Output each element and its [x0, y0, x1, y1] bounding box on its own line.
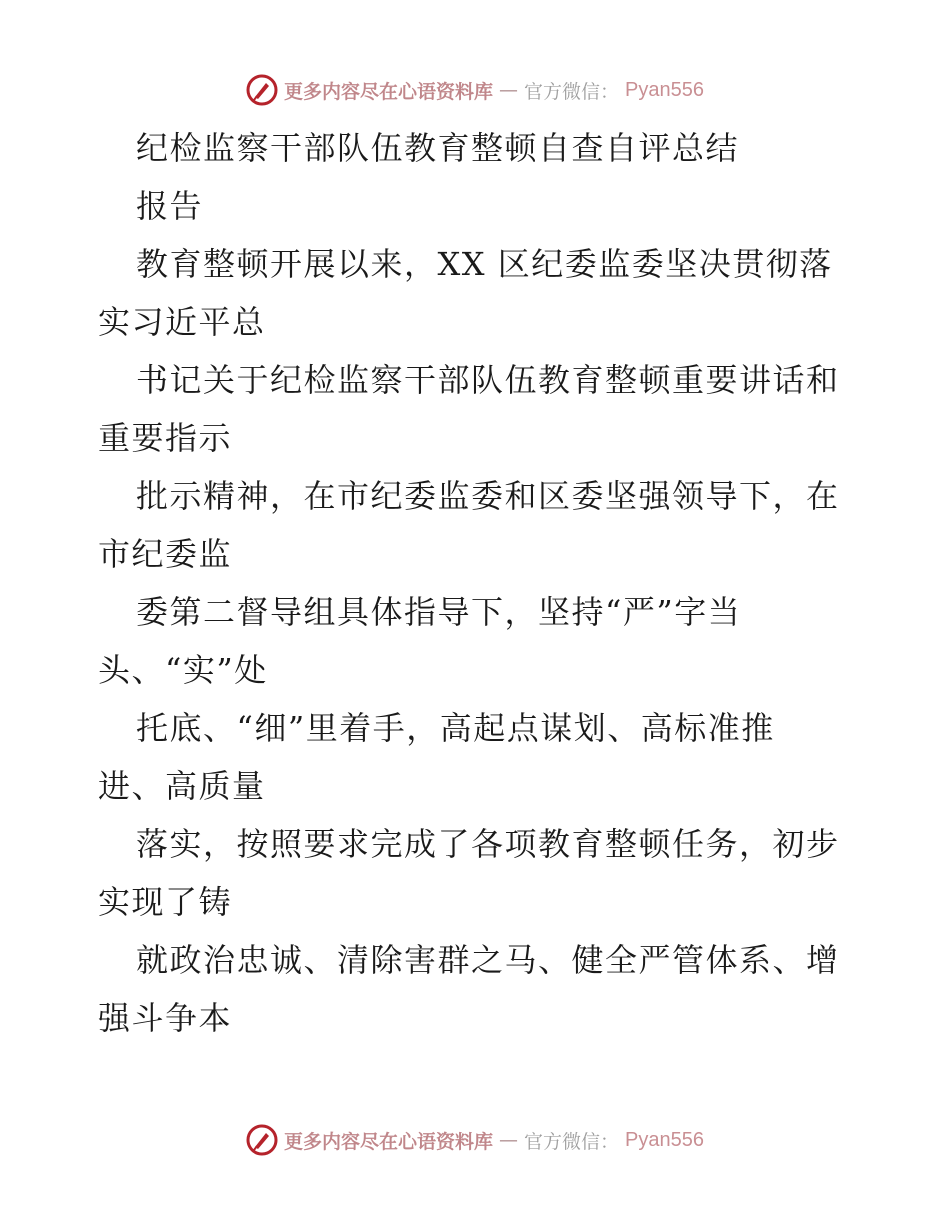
banner-wechat-label: 官方微信：: [524, 1130, 620, 1153]
paragraph-line: 就政治忠诚、清除害群之马、健全严管体系、增: [136, 941, 840, 979]
paragraph-line: 托底、“细”里着手，高起点谋划、高标准推: [136, 709, 775, 747]
paragraph-line: 头、“实”处: [98, 651, 268, 689]
paragraph-line: 重要指示: [98, 419, 233, 457]
banner-dash: —: [499, 1129, 519, 1151]
feather-pen-logo-icon: [246, 74, 278, 106]
paragraph-line: 实习近平总: [98, 303, 266, 341]
paragraph-line: 进、高质量: [98, 767, 266, 805]
banner-wechat-id: Pyan556: [625, 78, 704, 101]
paragraph-line: 书记关于纪检监察干部队伍教育整顿重要讲话和: [136, 361, 840, 399]
banner-dash: —: [499, 79, 519, 101]
banner-slogan: 更多内容尽在心语资料库: [284, 1130, 494, 1153]
paragraph-line: 批示精神，在市纪委监委和区委坚强领导下，在: [136, 477, 840, 515]
feather-pen-logo-icon: [246, 1124, 278, 1156]
banner-wechat-label: 官方微信：: [524, 80, 620, 103]
paragraph-line: 强斗争本: [98, 999, 233, 1037]
header-watermark-banner: [0, 70, 950, 110]
document-title-line-1: 纪检监察干部队伍教育整顿自查自评总结: [136, 129, 740, 167]
banner-slogan: 更多内容尽在心语资料库: [284, 80, 494, 103]
paragraph-line: 实现了铸: [98, 883, 233, 921]
paragraph-line: 委第二督导组具体指导下，坚持“严”字当: [136, 593, 742, 631]
document-title-line-2: 报告: [136, 187, 204, 225]
paragraph-line: 落实，按照要求完成了各项教育整顿任务，初步: [136, 825, 840, 863]
paragraph-line: 市纪委监: [98, 535, 233, 573]
paragraph-line: 教育整顿开展以来，XX 区纪委监委坚决贯彻落: [136, 245, 833, 283]
footer-watermark-banner: [0, 1120, 950, 1160]
banner-wechat-id: Pyan556: [625, 1128, 704, 1151]
